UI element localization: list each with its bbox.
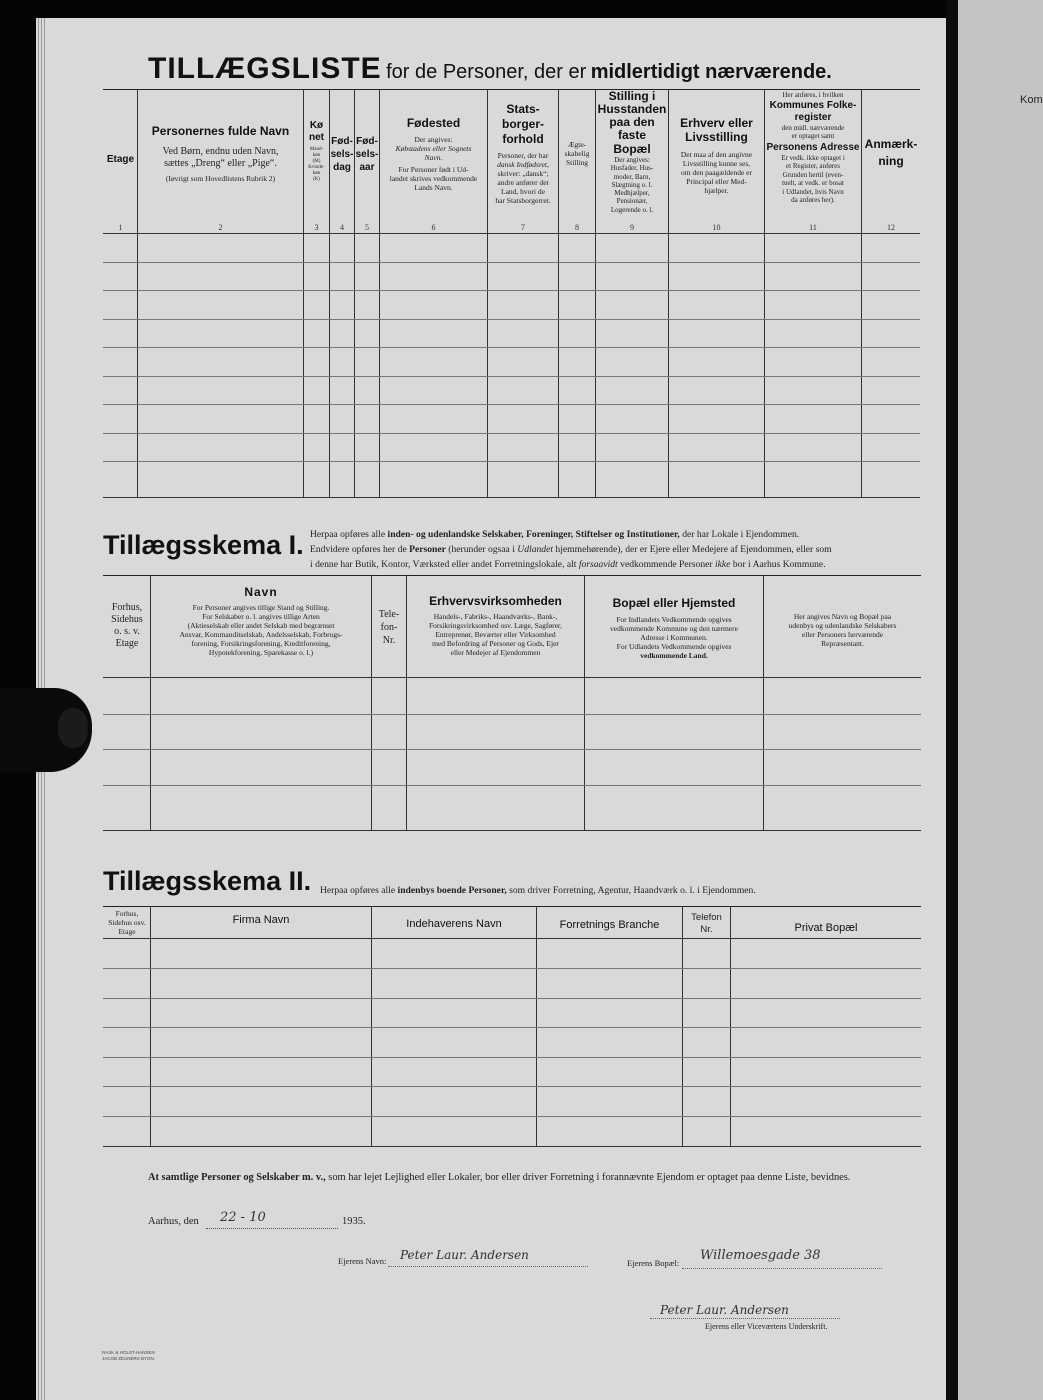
schema-1-title: Tillægsskema I. [103, 530, 304, 560]
s2-branch-header: Forretnings Branche [559, 919, 660, 931]
printer-imprint: RASK & HOLST-HANSEN JACOB ZEUNERS BYGN. [102, 1350, 156, 1361]
s1-location-header: Forhus, Sidehus o. s. v. Etage [111, 602, 143, 649]
schema-2-intro: Herpaa opføres alle indenbys boende Personer, som driver Forretning, Agentur, Haandværk o. l. i Ejendommen. [320, 885, 756, 896]
main-title: TILLÆGSLISTE for de Personer, der er midlertidigt nærværende. [148, 52, 832, 85]
s1-business-header: Erhvervsvirksomheden Handels-, Fabriks-, Haandværks-, Bank-, Forsikringsvirksomhed osv. Læge, Sagfører, Entreprenør, Beværter eller Virksomhed med Befordring af Personer og Gods, Ejer eller Medejer af Ejendommen [429, 594, 562, 657]
date-handwritten: 22 - 10 [220, 1210, 266, 1225]
col-register-header: Her anføres, i hvilken Kommunes Folke- register den midl. nærværende er optaget samt Personens Adresse Er vedk. ikke optaget i et Register, anføres Grunden hertil (even- tuelt, at vedk. er bosat i Udlandet, hvis Navn da anføres her). [766, 91, 860, 204]
col-birthplace-header: Fødested Der angives: Købstadens eller Sognets Navn. For Personer født i Ud- landet skrives vedkommende Lands Navn. [389, 116, 478, 192]
adjacent-page-text: Kom [1020, 94, 1043, 106]
signature-handwritten: Peter Laur. Andersen [660, 1303, 789, 1317]
owner-name-label: Ejerens Navn: [338, 1256, 387, 1266]
s1-representative-header: Her angives Navn og Bopæl paa udenbys og udenlandske Selskabers eller Personers herværende Repræsentant. [788, 612, 897, 648]
s2-private-address-header: Privat Bopæl [794, 922, 858, 934]
s1-residence-header: Bopæl eller Hjemsted For Indlandets Vedkommende opgives vedkommende Kommune og den nærmere Adresse i Kommunen. For Udlandets Vedkommende opgives vedkommende Land. [610, 596, 738, 660]
s2-owner-name-header: Indehaverens Navn [406, 918, 502, 930]
s1-phone-header: Tele- fon- Nr. [378, 609, 400, 646]
col-gender-header: Kø net Mand- køn (M) Kvinde- køn (K) [308, 120, 325, 182]
owner-address-label: Ejerens Bopæl: [627, 1258, 680, 1268]
thumb-nail [58, 708, 88, 748]
s2-location-header: Forhus, Sidehus osv. Etage [108, 909, 146, 936]
owner-name-handwritten: Peter Laur. Andersen [400, 1248, 529, 1262]
adjacent-page [958, 0, 1043, 1400]
schema-2-title: Tillægsskema II. [103, 866, 312, 896]
book-gutter [946, 0, 958, 1400]
col-citizenship-header: Stats- borger- forhold Personer, der har dansk Indfødsret, skriver: „dansk“; andre anfører det Land, hvori de har Statsborgerret. [495, 102, 551, 205]
signature-label: Ejerens eller Viceværtens Underskrift. [705, 1322, 828, 1331]
year-label: 1935. [342, 1216, 366, 1227]
s2-firm-name-header: Firma Navn [232, 914, 290, 926]
s1-name-header: Navn For Personer angives tillige Stand og Stilling. For Selskaber o. l. angives tillige Arten (Aktieselskab eller andet Selskab med begrænset Ansvar, Kommanditselskab, Andelsselskab, Forbrugs- forening, Forsikringsforening, Kreditforening, Hypotekforening, Sparekasse o. l.) [179, 585, 343, 657]
place-label: Aarhus, den [148, 1216, 199, 1227]
attestation-text: At samtlige Personer og Selskaber m. v., som har lejet Lejlighed eller Lokaler, bor eller driver Forretning i forannævnte Ejendom er optaget paa denne Liste, bevidnes. [148, 1172, 851, 1183]
col-names-header: Personernes fulde Navn Ved Børn, endnu uden Navn, sættes „Dreng“ eller „Pige“. (Iøvrigt som Hovedlistens Rubrik 2) [151, 124, 290, 183]
col-birthyear-header: Fød- sels- aar [355, 136, 379, 173]
col-remarks-header: Anmærk- ning [864, 137, 918, 168]
col-etage-header: Etage [106, 154, 135, 165]
s2-phone-header: Telefon Nr. [691, 912, 722, 935]
col-marital-header: Ægte- skabelig Stilling [564, 140, 590, 167]
schema-1-intro: Herpaa opføres alle inden- og udenlandske Selskaber, Foreninger, Stiftelser og Institutioner, der har Lokale i Ejendommen. Endvidere opføres her de Personer (herunder ogsaa i Udlandet hjemmehørende), der er Ejere eller Medejere af Ejendommen, eller som i denne har Butik, Kontor, Værksted eller andet Forretningslokale, alt forsaavidt vedkommende Personer ikke bor i Aarhus Kommune. [310, 529, 832, 570]
owner-address-handwritten: Willemoesgade 38 [700, 1248, 821, 1263]
col-household-header: Stilling i Husstanden paa den faste Bopæl Der angives: Husfader, Hus- moder, Barn, Slægtning o. l. Medhjælper, Pensionær, Logerende o. l. [597, 89, 667, 214]
col-occupation-header: Erhverv eller Livsstilling Det maa af den angivne Livsstilling kunne ses, om den paagældende er Principal eller Med- hjælper. [680, 116, 753, 195]
col-birthday-header: Fød- sels- dag [330, 136, 354, 173]
